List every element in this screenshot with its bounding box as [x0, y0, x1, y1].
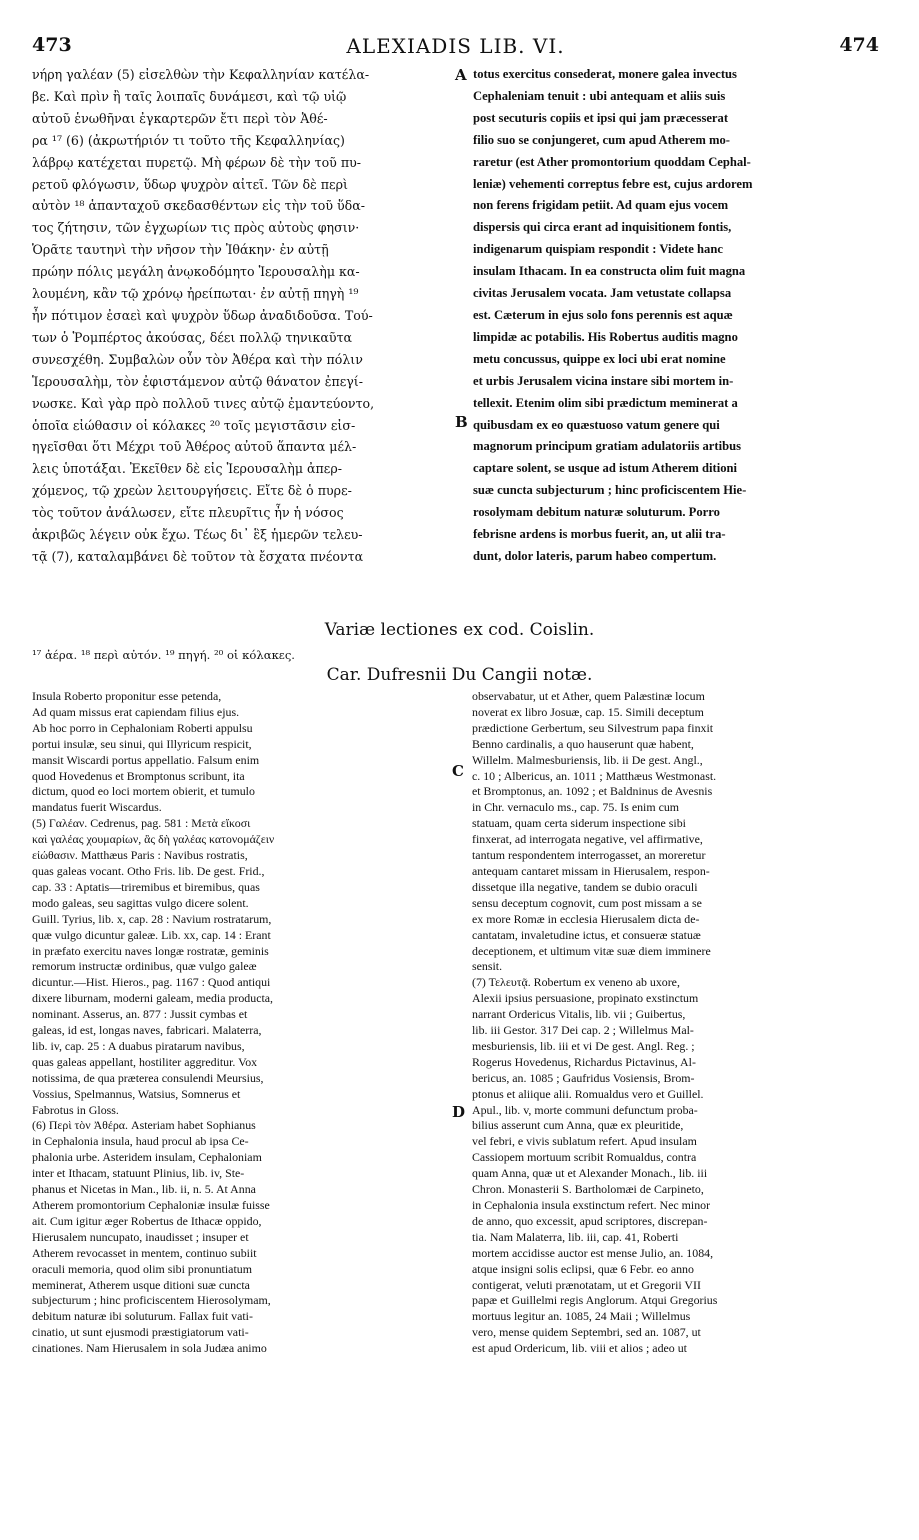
note-line: sensit.: [472, 959, 503, 974]
note-line: Atherem revocasset in mentem, continuo subiit: [32, 1245, 257, 1260]
variae-lectiones-row: ¹⁷ ἀέρα. ¹⁸ περὶ αὐτόν. ¹⁹ πηγή. ²⁰ οἱ κόλακες.: [32, 648, 295, 662]
note-line: deceptionem, et ultimum vitæ suæ diem imminere: [472, 943, 711, 958]
note-line: nominant. Asserus, an. 877 : Jussit cymbas et: [32, 1007, 248, 1022]
note-line: Hierusalem nuncupato, inaudisset ; insuper et: [32, 1229, 249, 1244]
greek-text-line: τὸς τοῦτον ἀνάλωσεν, εἴτε πλευρῖτις ἦν ἡ νόσος: [32, 505, 344, 521]
note-line: quam Anna, quæ ut et Alexander Monach., lib. iii: [472, 1166, 708, 1181]
note-line: Cassiopem mortuum scribit Romualdus, contra: [472, 1150, 697, 1165]
latin-text-line: metu concussus, quippe ex loci ubi erat nomine: [473, 351, 726, 366]
note-line: sensu deceptum cognovit, cum post missam a se: [472, 895, 702, 910]
greek-text-line: ρα ¹⁷ (6) (ἀκρωτήριόν τι τοῦτο τῆς Κεφαλληνίας): [32, 132, 345, 148]
note-line: contigerat, veluti prænotatam, ut et Gregorii VII: [472, 1277, 701, 1292]
running-header: [32, 34, 879, 58]
note-line: dicuntur.—Hist. Hieros., pag. 1167 : Quod antiqui: [32, 975, 271, 990]
greek-text-line: ἦν πότιμον ἐσαεὶ καὶ ψυχρὸν ὕδωρ ἀναδιδοῦσα. Τού-: [32, 307, 373, 323]
note-line: bericus, an. 1085 ; Gaufridus Vosiensis, Brom-: [472, 1070, 695, 1085]
greek-text-line: πρώην πόλις μεγάλη ἀνῳκοδόμητο Ἱερουσαλὴμ κα-: [32, 264, 360, 280]
note-line: in Cephalonia insula, haud procul ab ipsa Ce-: [32, 1134, 249, 1149]
note-line: mandatus fuerit Wiscardus.: [32, 800, 162, 815]
greek-text-line: αὐτὸν ¹⁸ ἁπανταχοῦ σκεδασθέντων εἰς τὴν τοῦ ὕδα-: [32, 198, 365, 214]
note-line: quod Hovedenus et Bromptonus scribunt, ita: [32, 768, 245, 783]
greek-text-line: βε. Καὶ πρὶν ἢ ταῖς λοιπαῖς δυνάμεσι, καὶ τῷ υἱῷ: [32, 88, 347, 104]
note-line: mortem accidisse auctor est mense Julio, an. 1084,: [472, 1245, 714, 1260]
note-line: (5) Γαλέαν. Cedrenus, pag. 581 : Μετὰ εἴκοσι: [32, 816, 251, 831]
note-line: observabatur, ut et Ather, quem Palæstinæ locum: [472, 689, 705, 703]
note-line: meminerat, Atherem usque ditioni suæ cuncta: [32, 1277, 250, 1292]
latin-text-line: febrisne ardens is morbus fuerit, an, ut alii tra-: [473, 527, 726, 542]
margin-letter-a: A: [455, 66, 467, 84]
note-line: Atherem promontorium Cephaloniæ insulæ fuisse: [32, 1198, 270, 1212]
note-line: Insula Roberto proponitur esse petenda,: [32, 689, 222, 703]
note-line: quæ vulgo dicuntur galeæ. Lib. xx, cap. 14 : Erant: [32, 927, 271, 942]
latin-text-line: dispersis qui circa erant ad inquisitionem fontis,: [473, 220, 732, 235]
latin-text-line: filio suo se conjungeret, cum apud Atherem mo-: [473, 132, 730, 147]
greek-text-line: τος ζήτησιν, τῶν ἐγχωρίων τις πρὸς αὐτοὺς φησιν·: [32, 220, 360, 236]
note-line: (7) Τελευτᾷ. Robertum ex veneno ab uxore,: [472, 975, 680, 990]
margin-letter-c: C: [452, 762, 464, 780]
latin-text-line: rosolymam debitum naturæ soluturum. Porro: [473, 505, 720, 520]
note-line: bilius asserunt cum Anna, quæ ex pleuritide,: [472, 1118, 684, 1133]
latin-text-line: non ferens frigidam petiit. Ad quam ejus vocem: [473, 198, 729, 213]
note-line: papæ et Guillelmi regis Anglorum. Atqui Gregorius: [472, 1293, 718, 1308]
greek-text-line: χόμενος, τῷ χρεὼν λειτουργήσεις. Εἴτε δὲ ὁ πυρε-: [32, 483, 352, 499]
greek-text-line: λάβρῳ κατέχεται πυρετῷ. Μὴ φέρων δὲ τὴν τοῦ πυ-: [32, 154, 362, 170]
note-line: atque insigni solis eclipsi, quæ 6 Febr. eo anno: [472, 1261, 694, 1276]
note-line: phalonia urbe. Asteridem insulam, Cephaloniam: [32, 1150, 262, 1165]
note-line: in Chr. vernaculo ms., cap. 75. Is enim cum: [472, 800, 680, 815]
page-number-right: 474: [839, 34, 879, 56]
note-line: lib. iii Gestor. 317 Dei cap. 2 ; Willelmus Mal-: [472, 1023, 694, 1038]
note-line: Fabrotus in Gloss.: [32, 1102, 119, 1117]
latin-text-line: totus exercitus consederat, monere galea invectus: [473, 67, 737, 81]
note-line: finxerat, ad interrogata negative, vel affirmative,: [472, 832, 703, 847]
note-line: (6) Περὶ τὸν Ἀθέρα. Asteriam habet Sophianus: [32, 1118, 256, 1133]
latin-text-line: quibusdam ex eo quæstuoso vatum genere qui: [473, 417, 720, 432]
note-line: Willelm. Malmesburiensis, lib. ii De gest. Angl.,: [472, 752, 703, 767]
greek-text-line: τᾷ (7), καταλαμβάνει δὲ τοῦτον τὰ ἔσχατα πνέοντα: [32, 548, 364, 564]
notes-left-column: [32, 689, 452, 1357]
note-line: dissetque illa negative, tandem se dubio oraculi: [472, 879, 698, 894]
latin-text-line: tellexit. Etenim olim sibi prædictum meminerat a: [473, 395, 738, 410]
latin-text-line: limpidæ ac potabilis. His Robertus auditis magno: [473, 329, 738, 344]
note-line: mortuus legitur an. 1085, 24 Maii ; Willelmus: [472, 1309, 691, 1324]
note-line: Vossius, Spelmannus, Watsius, Somnerus et: [32, 1086, 241, 1101]
note-line: Chron. Monasterii S. Bartholomæi de Carpineto,: [472, 1182, 704, 1197]
note-line: vero, mense quidem Septembri, sed an. 1087, ut: [472, 1325, 701, 1340]
greek-text-line: ἀκριβῶς λέγειν οὐκ ἔχω. Τέως δι᾽ ἓξ ἡμερῶν τελευ-: [32, 527, 363, 543]
note-line: καὶ γαλέας χουμαρίων, ἃς δὴ γαλέας κατονομάζειν: [32, 832, 275, 847]
note-line: Rogerus Hovedenus, Richardus Pictavinus, Al-: [472, 1054, 696, 1069]
note-line: Guill. Tyrius, lib. x, cap. 28 : Navium rostratarum,: [32, 911, 272, 926]
note-line: in præfato exercitu naves longæ rostratæ, geminis: [32, 943, 269, 958]
note-line: cantatam, invaletudine ictus, et consueræ statuæ: [472, 927, 701, 942]
note-line: antequam cantaret missam in Hierusalem, respon-: [472, 863, 710, 878]
greek-text-line: συνεσχέθη. Συμβαλὼν οὖν τὸν Ἀθέρα καὶ τὴν πόλιν: [32, 351, 363, 367]
page-number-left: 473: [32, 34, 72, 56]
latin-text-column: [473, 64, 885, 568]
note-line: in Cephalonia insula exstinctum refert. Nec minor: [472, 1198, 711, 1212]
margin-letter-b: B: [455, 413, 468, 431]
greek-text-line: λουμένη, κἂν τῷ χρόνῳ ἠρείπωται· ἐν αὐτῇ πηγὴ ¹⁹: [32, 286, 359, 302]
note-line: Alexii ipsius persuasione, propinato exstinctum: [472, 991, 699, 1006]
note-line: galeas, id est, longas naves, fabricari. Malaterra,: [32, 1023, 262, 1038]
note-line: prædictione Gerbertum, seu Silvestrum papa finxit: [472, 720, 714, 735]
latin-text-line: Cephaleniam tenuit : ubi antequam et aliis suis: [473, 88, 726, 103]
latin-text-line: indigenarum quispiam respondit : Videte hanc: [473, 242, 723, 257]
note-line: vel febri, e vivis sublatum refert. Apud insulam: [472, 1134, 697, 1149]
latin-text-line: captare solent, se usque ad istum Atherem ditioni: [473, 461, 738, 476]
greek-text-line: Ἱερουσαλὴμ, τὸν ἐφιστάμενον αὐτῷ θάνατον ἐπεγί-: [32, 373, 363, 389]
latin-text-line: suæ cuncta subjecturum ; hinc proficiscentem Hie-: [473, 483, 747, 498]
note-line: modo galeas, seu sagittas vulgo dicere solent.: [32, 895, 249, 910]
note-line: εἰώθασιν. Matthæus Paris : Navibus rostratis,: [32, 848, 248, 863]
latin-text-line: post secuturis copiis et ipsi qui jam præcesserat: [473, 110, 729, 125]
note-line: remorum instructæ ordinibus, quæ vulgo galeæ: [32, 959, 257, 974]
note-line: notissima, de qua præterea consulendi Meursius,: [32, 1070, 264, 1085]
note-line: subjecturum ; hinc proficiscentem Hierosolymam,: [32, 1293, 271, 1308]
greek-text-line: νωσκε. Καὶ γὰρ πρὸ πολλοῦ τινες αὐτῷ ἐμαντεύοντο,: [32, 395, 375, 411]
greek-text-line: λεις ὑποτάξαι. Ἐκεῖθεν δὲ εἰς Ἱερουσαλὴμ ἀπερ-: [32, 461, 342, 477]
note-line: ex more Romæ in ecclesia Hierusalem dicta de-: [472, 911, 700, 926]
running-title: ALEXIADIS LIB. VI.: [346, 34, 565, 58]
greek-text-line: Ὁρᾶτε ταυτηνὶ τὴν νῆσον τὴν Ἰθάκην· ἐν αὐτῇ: [32, 242, 329, 258]
latin-text-line: civitas Jerusalem vocata. Jam vetustate collapsa: [473, 286, 732, 301]
note-line: c. 10 ; Albericus, an. 1011 ; Matthæus Westmonast.: [472, 768, 717, 783]
notes-right-column: [472, 689, 890, 1357]
note-line: ait. Cum igitur æger Robertus de Ithacæ oppido,: [32, 1213, 262, 1228]
note-line: de anno, quo excessit, apud scriptores, discrepan-: [472, 1213, 708, 1228]
note-line: cinatio, ut sunt ejusmodi præstigiatorum vati-: [32, 1325, 249, 1340]
note-line: Ad quam missus erat capiendam filius ejus.: [32, 704, 240, 719]
note-line: statuam, quam certa siderum inspectione sibi: [472, 816, 686, 831]
note-line: ptonus et aliique alii. Romualdus vero et Guillel.: [472, 1086, 704, 1101]
note-line: quas galeas appellant, hostiliter aggreditur. Vox: [32, 1054, 258, 1069]
note-line: cinationes. Nam Hierusalem in sola Judæa animo: [32, 1341, 267, 1356]
greek-text-column: [32, 64, 452, 568]
note-line: et Bromptonus, an. 1092 ; et Baldninus de Avesnis: [472, 784, 713, 799]
note-line: portui insulæ, seu sinui, qui Illyricum respicit,: [32, 736, 252, 751]
note-line: dictum, quod eo loci mortem obierit, et tumulo: [32, 784, 255, 799]
latin-text-line: raretur (est Ather promontorium quoddam Cephal-: [473, 154, 751, 169]
note-line: cap. 33 : Aptatis—triremibus et biremibus, quas: [32, 879, 260, 894]
note-line: inter et Ithacam, statuunt Plinius, lib. iv, Ste-: [32, 1166, 245, 1181]
note-line: mansit Wiscardi portus appellatio. Falsum enim: [32, 752, 260, 767]
note-line: tantum respondentem interrogasset, an moreretur: [472, 848, 706, 863]
latin-text-line: dunt, dolor lateris, parum habeo compertum.: [473, 548, 717, 563]
note-line: noverat ex libro Josuæ, cap. 15. Simili deceptum: [472, 704, 704, 719]
greek-text-line: ηγεῖσθαι ὅτι Μέχρι τοῦ Ἀθέρος αὐτοῦ ἅπαντα μέλ-: [32, 439, 357, 455]
latin-text-line: et urbis Jerusalem vicina instare sibi mortem in-: [473, 373, 734, 388]
note-line: debitum naturæ ibi soluturum. Fallax fuit vati-: [32, 1309, 253, 1324]
note-line: phanus et Nicetas in Man., lib. ii, n. 5. At Anna: [32, 1182, 256, 1197]
note-line: mesburiensis, lib. iii et vi De gest. Angl. Reg. ;: [472, 1038, 695, 1053]
note-line: narrant Ordericus Vitalis, lib. vii ; Guibertus,: [472, 1007, 686, 1022]
greek-text-line: νήρη γαλέαν (5) εἰσελθὼν τὴν Κεφαλληνίαν κατέλα-: [32, 67, 370, 82]
notae-title: Car. Dufresnii Du Cangii notæ.: [326, 665, 593, 685]
note-line: Apul., lib. v, morte communi defunctum proba-: [472, 1102, 698, 1117]
latin-text-line: magnorum principum gratiam adulatoriis artibus: [473, 439, 741, 454]
greek-text-line: των ὁ Ῥομπέρτος ἀκούσας, δέει πολλῷ τηνικαῦτα: [32, 329, 353, 345]
latin-text-line: est. Cæterum in ejus solo fons perennis est aquæ: [473, 307, 733, 322]
note-line: est apud Ordericum, lib. viii et alios ; adeo ut: [472, 1341, 687, 1356]
note-line: tia. Nam Malaterra, lib. iii, cap. 41, Roberti: [472, 1229, 679, 1244]
greek-text-line: ὁποῖα εἰώθασιν οἱ κόλακες ²⁰ τοῖς μεγιστᾶσιν εἰσ-: [32, 417, 356, 433]
note-line: quas galeas vocant. Otho Fris. lib. De gest. Frid.,: [32, 863, 265, 878]
latin-text-line: insulam Ithacam. In ea constructa olim fuit magna: [473, 264, 746, 279]
latin-text-line: leniæ) vehementi correptus febre est, cujus ardorem: [473, 176, 753, 191]
note-line: oraculi memoria, quod olim sibi pronuntiatum: [32, 1261, 252, 1276]
note-line: dixere liburnam, moderni galeam, media producta,: [32, 991, 274, 1006]
note-line: lib. iv, cap. 25 : A duabus piratarum navibus,: [32, 1038, 245, 1053]
greek-text-line: αὐτοῦ ἑνωθῆναι ἐγκαρτερῶν ἔτι περὶ τὸν Ἀθέ-: [32, 110, 328, 126]
note-line: Benno cardinalis, a quo hauserunt quæ habent,: [472, 736, 694, 751]
note-line: Ab hoc porro in Cephaloniam Roberti appulsu: [32, 720, 253, 735]
margin-letter-d: D: [452, 1103, 466, 1121]
variae-lectiones-title: Variæ lectiones ex cod. Coislin.: [324, 620, 595, 640]
greek-text-line: ρετοῦ φλόγωσιν, ὕδωρ ψυχρὸν αἰτεῖ. Τῶν δὲ περὶ: [32, 176, 348, 192]
